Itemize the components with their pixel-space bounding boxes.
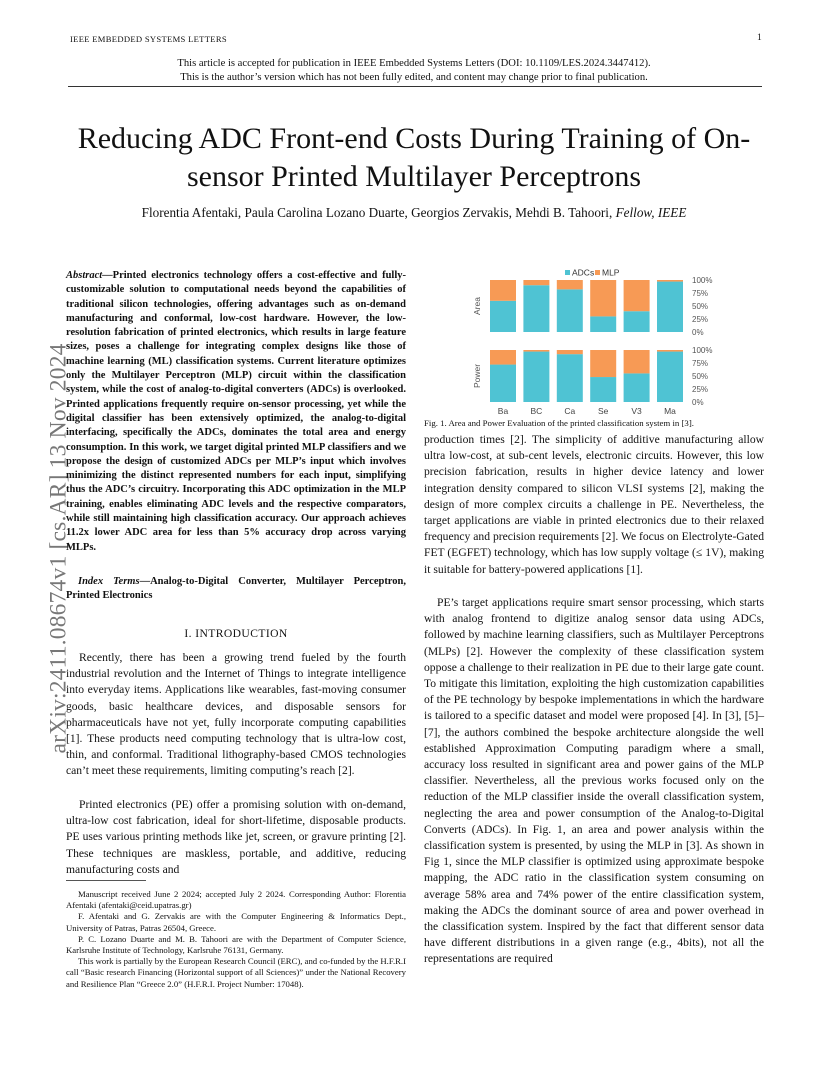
index-terms-text: —Analog-to-Digital Converter, Multilayer Perceptron, Printed Electronics (66, 576, 406, 602)
notice-line-2: This is the author’s version which has not been fully edited, and content may change prior to final publication. (180, 72, 648, 83)
bar-mlp-se (590, 280, 616, 316)
category-label-ma: Ma (664, 406, 676, 416)
bar-mlp-ba (490, 280, 516, 301)
bar-adcs-ca (557, 289, 583, 332)
abstract-label: Abstract (66, 270, 103, 281)
footnote-manuscript: Manuscript received June 2 2024; accepted July 2 2024. Corresponding Author: Florentia Afentaki (afentaki@ceid.upatras.gr) (66, 889, 406, 911)
footnotes (66, 889, 406, 990)
panel-ylabel-area: Area (472, 297, 482, 315)
category-label-bc: BC (530, 406, 543, 416)
right-paragraph-1: production times [2]. The simplicity of additive manufacturing allow ultra low-cost, at sub-cent levels, electronic circuits. However, this low precision fabrication, results in higher device latency and lower integration density compared to silicon VLSI systems [2], making the design of more complex circuits a challenge in PE. Nevertheless, the target applications are viable in printed electronics due to their relaxed frequency and precision requirements [2]. We focus on Electrolyte-Gated FET (EGFET) technology, which has low supply voltage (≤ 1V), making it suitable for battery-powered applications [1]. (424, 433, 764, 576)
bar-mlp-bc (523, 350, 549, 352)
bar-adcs-bc (523, 352, 549, 402)
panel-ylabel-power: Power (472, 363, 482, 389)
bar-mlp-v3 (624, 280, 650, 311)
section-heading: I. INTRODUCTION (184, 627, 288, 640)
bar-adcs-ba (490, 301, 516, 332)
author-list (0, 205, 828, 221)
footnote-affiliation-2: P. C. Lozano Duarte and M. B. Tahoori are with the Department of Computer Science, Karlsruhe Institute of Technology, Karlsruhe 76131, Germany. (66, 933, 406, 956)
category-label-ca: Ca (564, 406, 576, 416)
journal-name: IEEE EMBEDDED SYSTEMS LETTERS (70, 34, 227, 44)
bar-adcs-se (590, 316, 616, 332)
ytick-label: 0% (692, 398, 704, 407)
bar-mlp-ma (657, 280, 683, 282)
bar-adcs-ca (557, 354, 583, 402)
ytick-label: 75% (692, 289, 709, 298)
page-number: 1 (757, 33, 762, 43)
author-names: Florentia Afentaki, Paula Carolina Lozano Duarte, Georgios Zervakis, Mehdi B. Tahoori, (141, 205, 613, 220)
bar-mlp-ca (557, 350, 583, 354)
ytick-label: 100% (692, 276, 713, 285)
bar-mlp-se (590, 350, 616, 377)
arxiv-stamp (14, 290, 72, 760)
bar-adcs-ma (657, 282, 683, 332)
ytick-label: 0% (692, 328, 704, 337)
intro-paragraph-2: Printed electronics (PE) offer a promising solution with on-demand, ultra-low cost fabrication, ideal for short-lifetime, disposable products. PE uses various printing methods like jet, screen, or gravure printing [2]. These techniques are maskless, portable, and additive, reducing manufacturing costs and (66, 798, 406, 876)
category-label-v3: V3 (631, 406, 642, 416)
legend-label-mlp: MLP (602, 267, 620, 278)
abstract-text: —Printed electronics technology offers a cost-effective and fully-customizable solution to computational needs beyond the capabilities of traditional silicon technologies, offering advantages such as on-demand manufacturing and conformal, low-cost hardware. However, the low-resolution fabrication of printed electronics, which results in large feature sizes, poses a challenge for integrating complex designs like those of machine learning (ML) classification systems. Current literature optimizes only the Multilayer Perceptron (MLP) circuit within the classification system, while the cost of analog-to-digital converters (ADCs) is overlooked. Printed applications frequently require on-sensor processing, yet while the digital classifier has been extensively optimized, the analog-to-digital interfacing, specifically the ADCs, dominates the total area and energy consumption. In this work, we target digital printed MLP classifiers and we propose the design of customized ADCs per MLP’s input which involves minimizing the distinct represented numbers for each input, simplifying thus the ADC’s circuitry. Incorporating this ADC optimization in the MLP training, enables eliminating ADC levels and the respective comparators, while still maintaining high classification accuracy. Our approach achieves 11.2x lower ADC area for less than 5% accuracy drop across varying MLPs. (66, 270, 406, 553)
footnote-affiliation-1: F. Afentaki and G. Zervakis are with the Computer Engineering & Informatics Dept., University of Patras, Patras 26504, Greece. (66, 911, 406, 933)
ytick-label: 25% (692, 385, 709, 394)
paper-title (0, 120, 828, 196)
stacked-bar-chart (470, 266, 720, 421)
bar-adcs-ma (657, 352, 683, 402)
bar-mlp-bc (523, 280, 549, 285)
category-label-ba: Ba (497, 406, 509, 416)
bar-adcs-v3 (624, 373, 650, 402)
bar-mlp-v3 (624, 350, 650, 373)
right-paragraph-2: PE’s target applications require smart sensor processing, which starts with analog frontend to digitize analog sensor data using ADCs, followed by machine learning classifiers, such as Multilayer Perceptrons (MLPs) [2]. However the complexity of these classification system oppose a challenge to their realization in PE due to their large gate count. To mitigate this limitation, exploiting the high customization capabilities of the PE technology by bespoke implementations in which the hardware is tailored to a specific dataset and model were proposed [4]. In [3], [5]–[7], the authors combined the bespoke architecture alongside the well established Approximation Computing paradigm where a small, accuracy loss resulted in significant area and power gains of the MLP classifier. Nevertheless, all the previous works focused only on the reduction of the MLP classifier inside the overall classification system, neglecting the area and power consumption of the Analog-to-Digital Converts (ADCs). In Fig. 1, an area and power analysis within the classification system is presented, by using the MLP in [3]. As shown in Fig 1, since the MLP classifier is optimized using approximate bespoke mapping, the ADC ratio in the classification system consuming on average 58% area and 74% power of the entire classification system, making the ADCs the dominant source of area and power overhead in the classification system. Inspired by the fact that different sensor data have different distributions in a given range (e.g., 4bits), not all the representations are required (424, 596, 764, 966)
arxiv-id: arXiv:2411.08674v1 [cs.AR] 13 Nov 2024 (45, 343, 72, 754)
bar-adcs-bc (523, 285, 549, 332)
bar-mlp-ma (657, 350, 683, 352)
legend-swatch-mlp (595, 270, 600, 275)
footnote-funding: This work is partially by the European Research Council (ERC), and co-funded by the H.F.R.I call “Basic research Financing (Horizontal support of all Sciences)” under the National Recovery and Resilience Plan “Greece 2.0” (H.F.R.I. Project Number: 17048). (66, 956, 406, 989)
abstract (66, 269, 406, 555)
ytick-label: 50% (692, 372, 709, 381)
notice-line-1: This article is accepted for publication in IEEE Embedded Systems Letters (DOI: 10.1109/LES.2024.3447412). (177, 58, 651, 69)
author-suffix: Fellow, IEEE (615, 205, 687, 220)
bar-adcs-ba (490, 365, 516, 402)
bar-mlp-ca (557, 280, 583, 289)
figure-caption: Fig. 1. Area and Power Evaluation of the printed classification system in [3]. (424, 418, 694, 428)
legend-swatch-adcs (565, 270, 570, 275)
intro-paragraph-1: Recently, there has been a growing trend fueled by the fourth industrial revolution and the Internet of Things to integrate intelligence into everyday items. Applications like wearables, fast-moving consumer goods, basic healthcare devices, and disposable sensors for pharmaceuticals have not yet, fully incorporate computing capabilities [1]. These products need computing technology that is ultra-low cost, thin, and conformal. Traditional lithography-based CMOS technologies can’t meet these requirements, limiting computing’s reach [2]. (66, 651, 406, 778)
ytick-label: 75% (692, 359, 709, 368)
index-terms (66, 575, 406, 604)
legend-label-adcs: ADCs (572, 267, 595, 278)
figure-1 (470, 266, 720, 421)
ytick-label: 50% (692, 302, 709, 311)
bar-adcs-v3 (624, 311, 650, 332)
index-terms-label: Index Terms (78, 576, 140, 587)
publication-notice (0, 57, 828, 85)
paper-title-text: Reducing ADC Front-end Costs During Training of On-sensor Printed Multilayer Perceptrons (77, 122, 751, 193)
bar-mlp-ba (490, 350, 516, 365)
category-label-se: Se (597, 406, 609, 416)
ytick-label: 100% (692, 346, 713, 355)
ytick-label: 25% (692, 315, 709, 324)
bar-adcs-se (590, 377, 616, 402)
header-rule (68, 86, 762, 87)
footnote-rule (66, 880, 146, 881)
